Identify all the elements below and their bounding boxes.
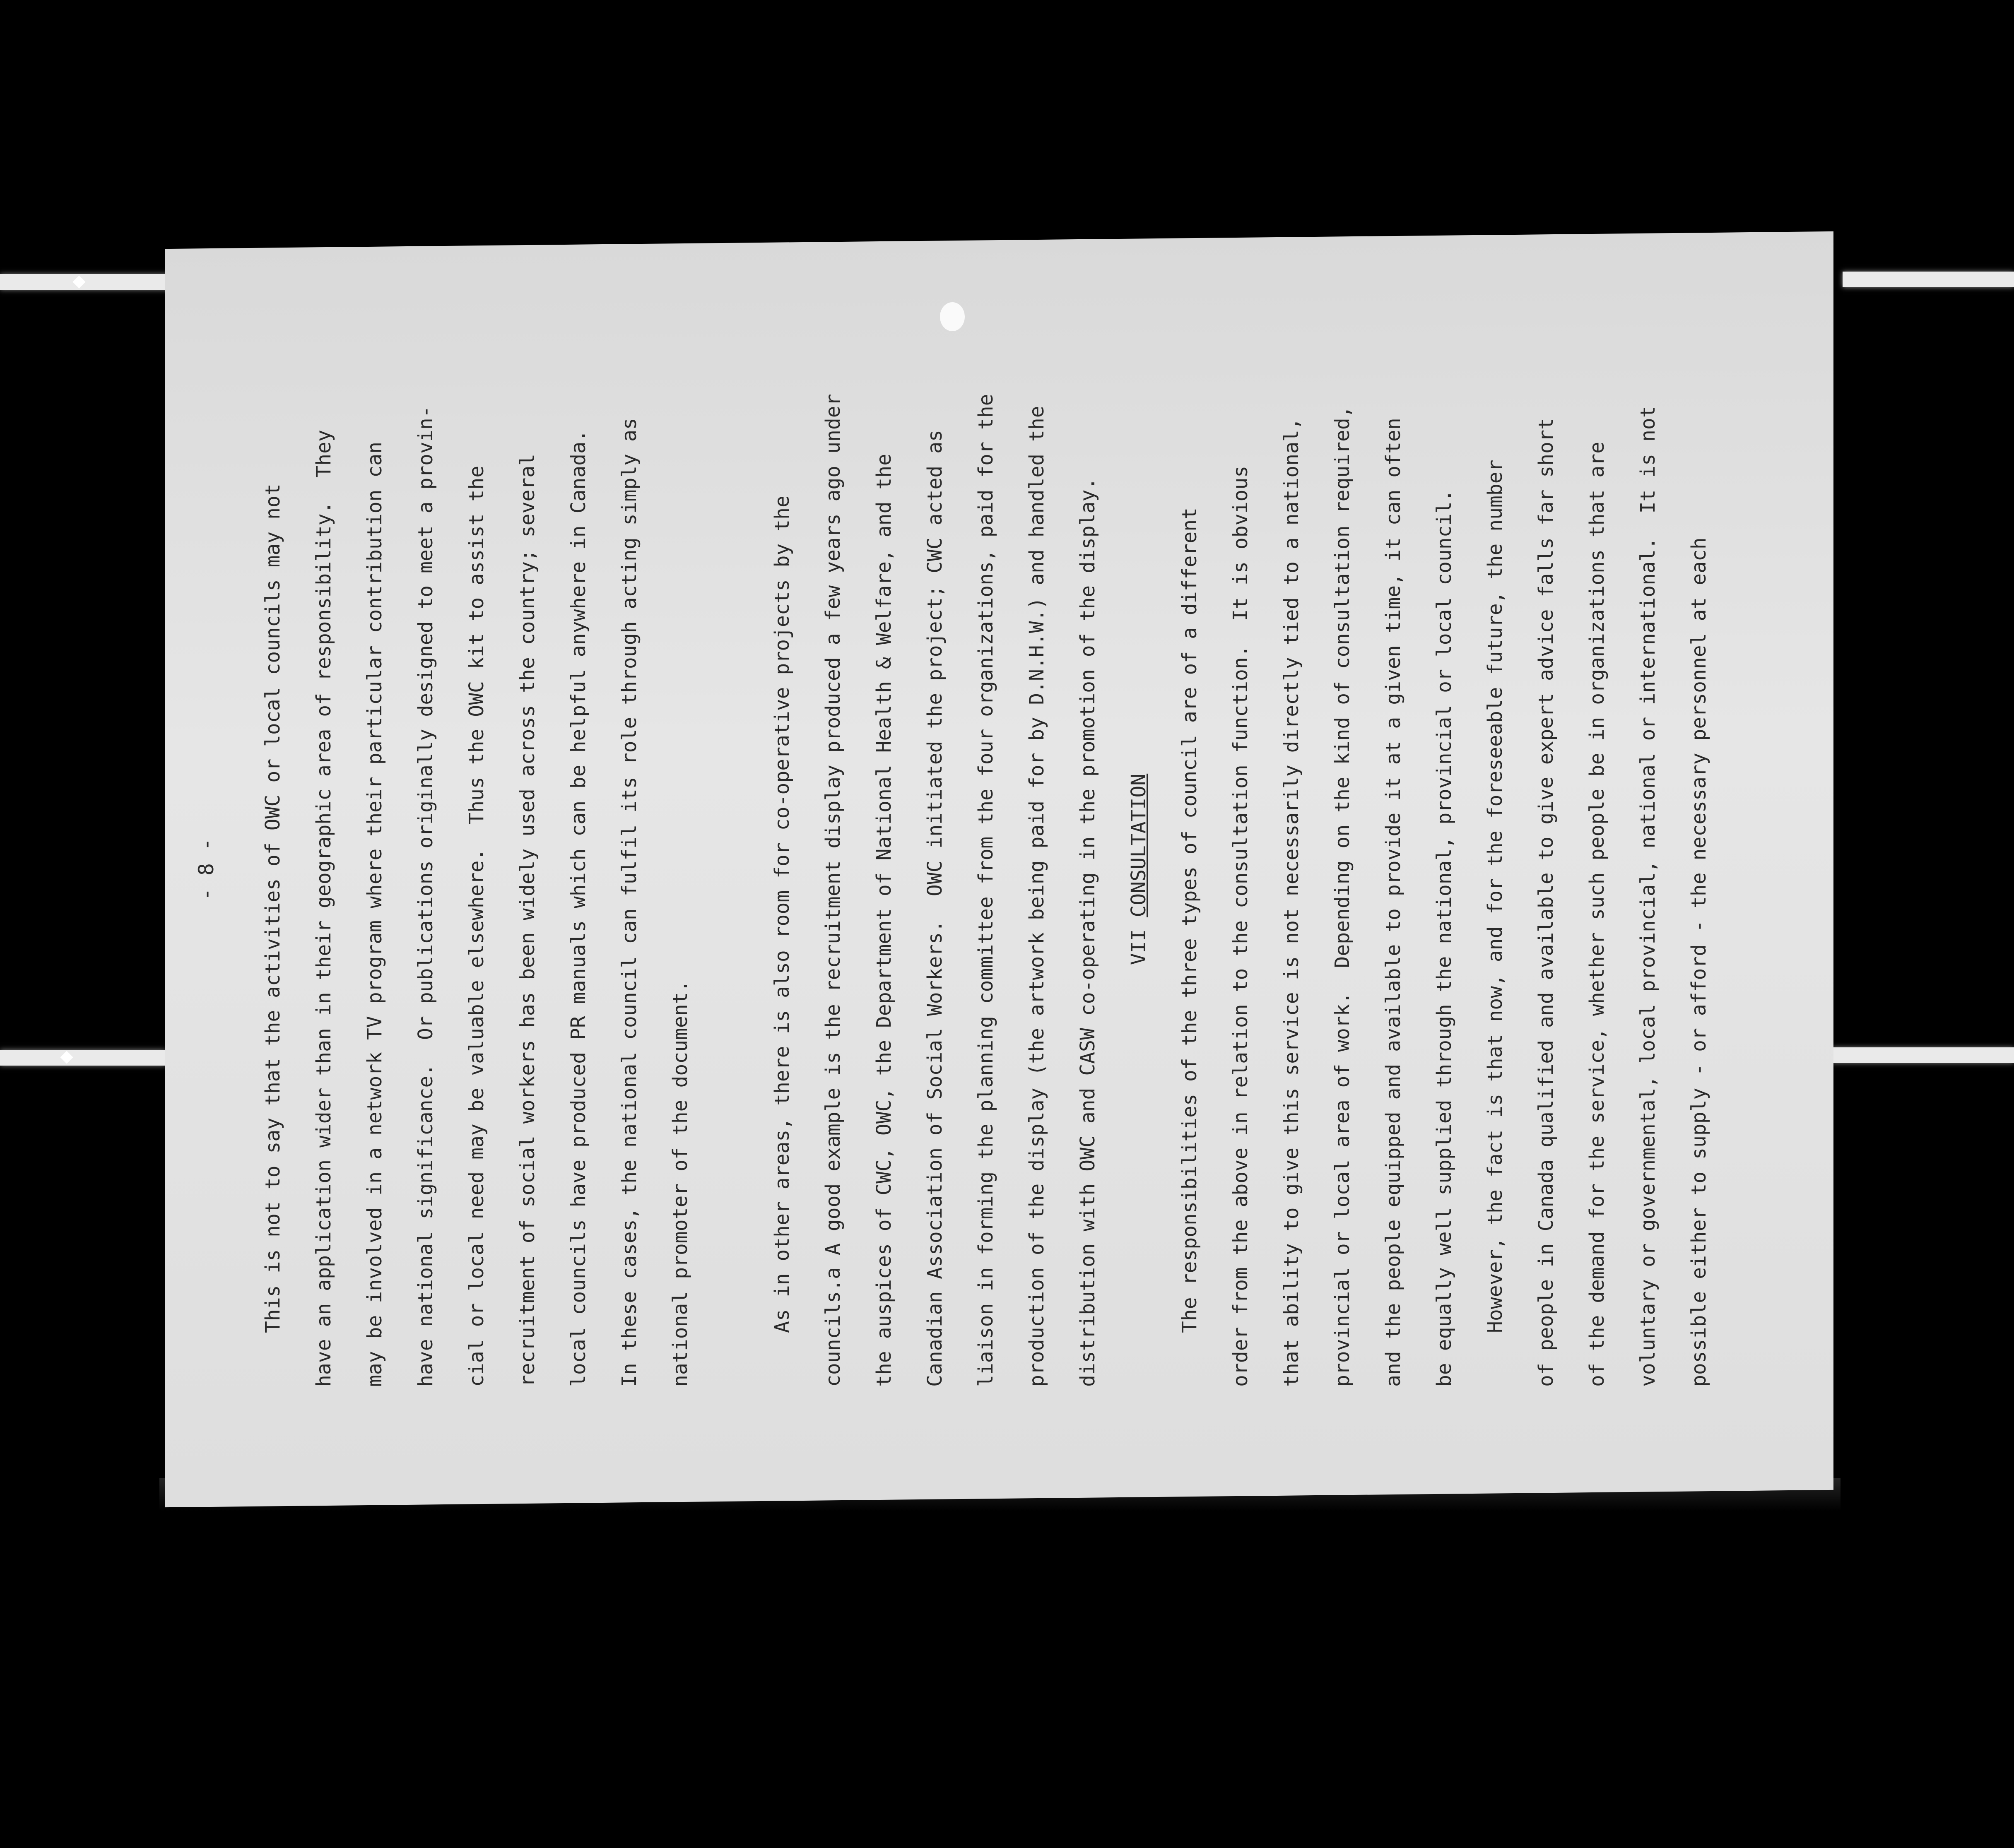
section-number: VII (1127, 929, 1150, 965)
film-strip-bottom-right (1832, 1047, 2014, 1063)
text-line: that ability to give this service is not necessarily directly tied to a national, (1280, 418, 1303, 1387)
text-line: of people in Canada qualified and available to give expert advice falls far short (1535, 418, 1558, 1387)
text-line: distribution with OWC and CASW co-operating in the promotion of the display. (1076, 477, 1099, 1387)
film-strip-top-right (1843, 272, 2014, 287)
paragraph-4 (1470, 352, 1725, 1387)
text-line: liaison in forming the planning committee from the four organizations, paid for the (974, 394, 997, 1387)
text-line: provincial or local area of work. Depending on the kind of consultation required, (1331, 406, 1354, 1387)
section-heading (1113, 352, 1164, 1387)
text-line: As in other areas, there is also room for co-operative projects by the (771, 496, 794, 1333)
text-line: of the demand for the service, whether such people be in organizations that are (1585, 442, 1609, 1387)
text-line: and the people equipped and available to provide it at a given time, it can often (1382, 418, 1405, 1387)
text-line: voluntary or governmental, local provincial, national or international. It is not (1636, 406, 1660, 1387)
text-line: be equally well supplied through the national, provincial or local council. (1433, 489, 1456, 1387)
film-strip-bottom-left (0, 1050, 166, 1066)
typed-text-page (181, 352, 1817, 1387)
text-line: have an application wider than in their geographic area of responsibility. They (312, 430, 335, 1387)
paragraph-3 (1164, 352, 1470, 1387)
text-line: However, the fact is that now, and for the foreseeable future, the number (1484, 460, 1507, 1333)
text-line: cial or local need may be valuable elsewhere. Thus the OWC kit to assist the (465, 465, 488, 1387)
text-line: local councils have produced PR manuals which can be helpful anywhere in Canada. (567, 430, 590, 1387)
text-line: production of the display (the artwork being paid for by D.N.H.W.) and handled the (1025, 406, 1048, 1387)
text-line: The responsibilities of the three types of council are of a different (1178, 508, 1201, 1333)
paragraph-1 (248, 352, 706, 1387)
text-line: Canadian Association of Social Workers. OWC initiated the project; CWC acted as (923, 430, 947, 1387)
page-number: - 8 - (194, 838, 218, 901)
text-line: order from the above in relation to the consultation function. It is obvious (1229, 465, 1252, 1387)
text-line: In these cases, the national council can fulfil its role through acting simply as (618, 418, 641, 1387)
text-line: the auspices of CWC, OWC, the Department of National Health & Welfare, and the (872, 453, 896, 1387)
text-line: recruitment of social workers has been widely used across the country; several (516, 453, 539, 1387)
text-line: councils.a A good example is the recruitment display produced a few years ago under (822, 394, 845, 1387)
text-line: This is not to say that the activities of OWC or local councils may not (261, 484, 284, 1333)
section-title: CONSULTATION (1127, 773, 1150, 917)
text-line: possible either to supply - or afford - the necessary personnel at each (1687, 537, 1710, 1387)
film-speck (940, 302, 965, 331)
text-line: have national significance. Or publications originally designed to meet a provin- (414, 406, 437, 1387)
text-line: national promoter of the document. (669, 980, 692, 1387)
text-line: may be involved in a network TV program where their particular contribution can (363, 442, 386, 1387)
paragraph-2 (757, 352, 1113, 1387)
